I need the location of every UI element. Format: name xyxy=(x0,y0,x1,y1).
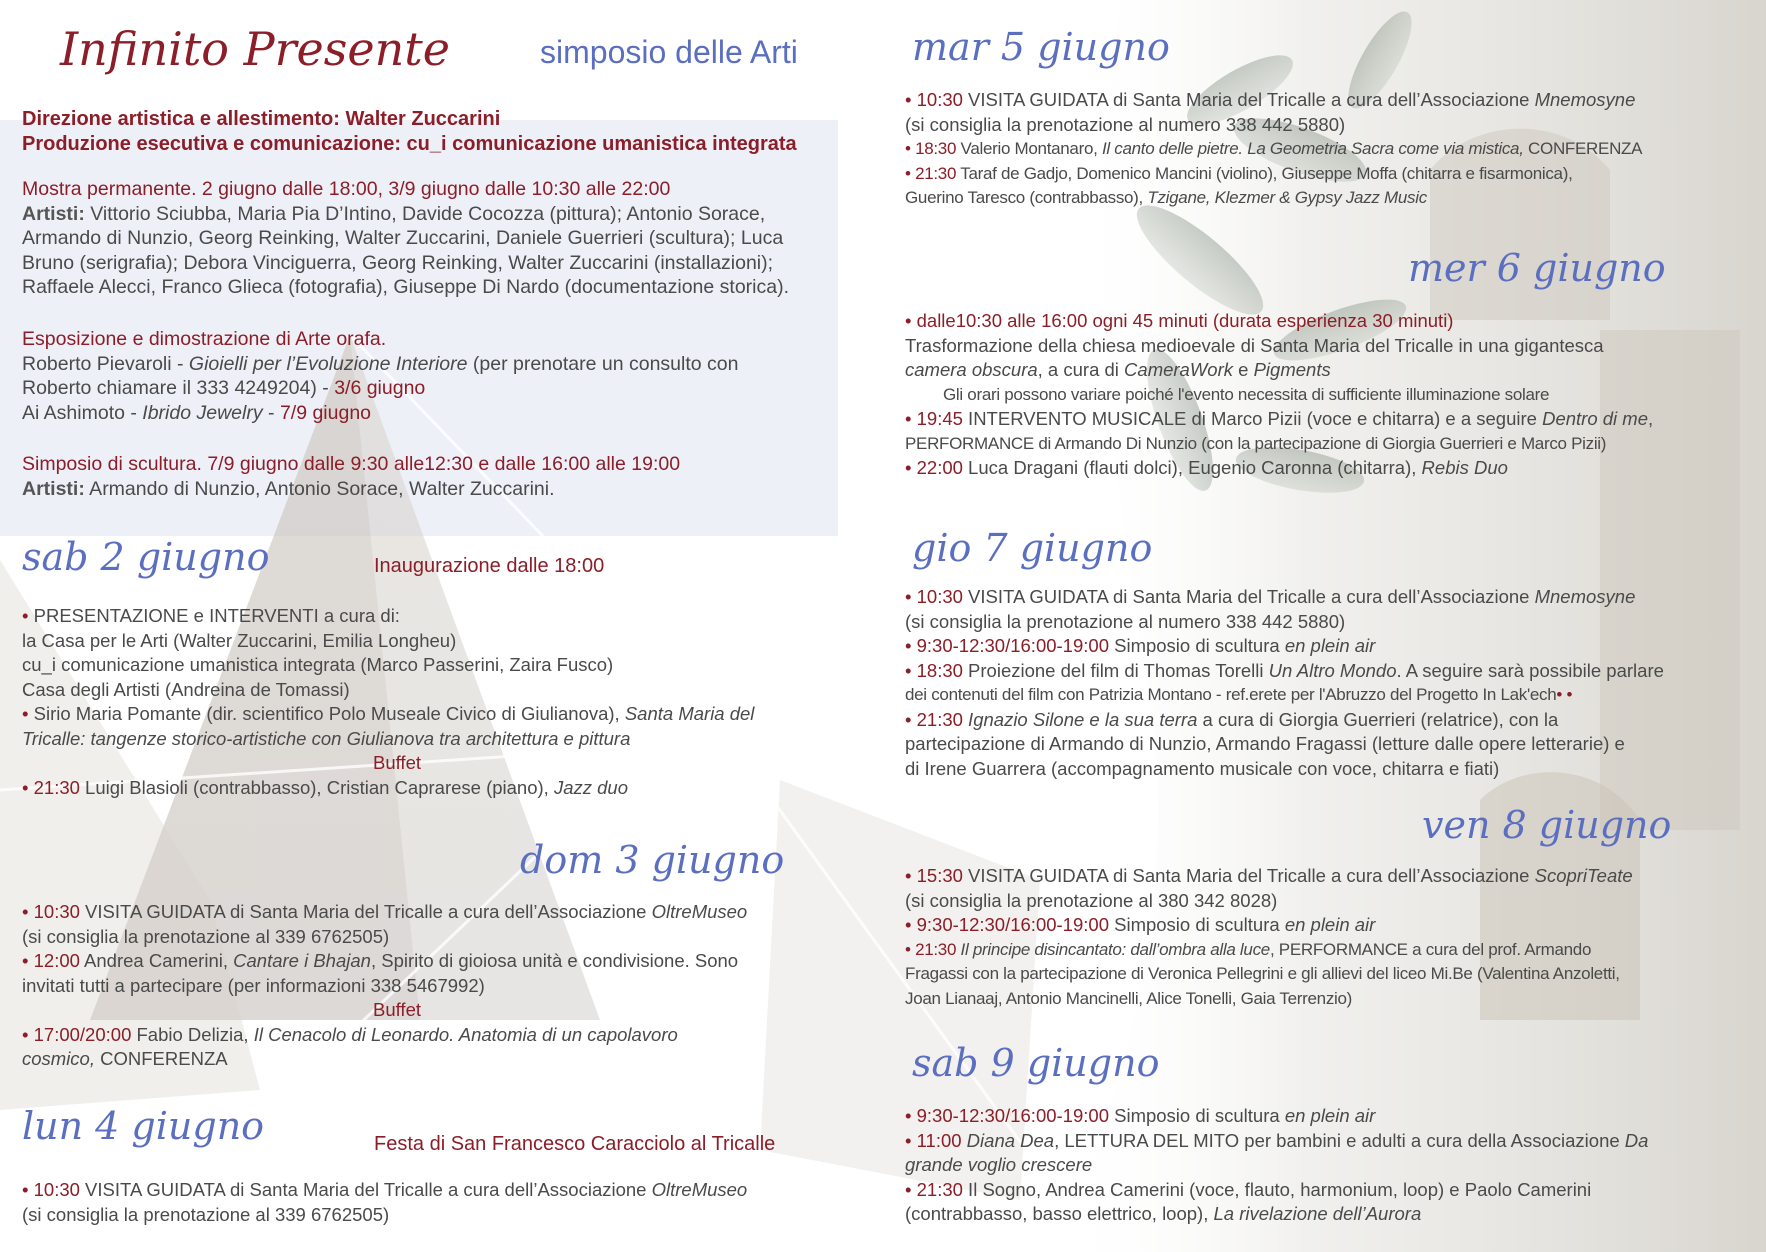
program-time: 21:30 xyxy=(911,708,963,730)
program-text: INTERVENTO MUSICALE di Marco Pizii (voce e chitarra) e a seguire xyxy=(962,408,1543,429)
program-text: di Irene Guarrera (accompagnamento musicale con voce, chitarra e fiati) xyxy=(905,757,1500,779)
day-title-gio7: gio 7 giugno xyxy=(912,526,1153,570)
program-text: Guerino Taresco (contrabbasso), xyxy=(905,188,1148,207)
orafa-text: Ai Ashimoto - xyxy=(22,401,143,424)
program-text: . A seguire sarà possibile parlare xyxy=(1396,659,1664,681)
program-title: cosmico, xyxy=(22,1048,95,1069)
bullet-icon: • xyxy=(905,635,912,656)
program-text: Il Sogno, Andrea Camerini (voce, flauto, harmonium, loop) e Paolo Camerini xyxy=(962,1178,1592,1200)
orafa-date: 7/9 giugno xyxy=(279,401,372,424)
event-subtitle: simposio delle Arti xyxy=(540,34,798,70)
program-time: 10:30 xyxy=(28,1179,80,1200)
program-text: CONFERENZA xyxy=(1523,139,1643,158)
program-title: Tzigane, Klezmer & Gypsy Jazz Music xyxy=(1147,188,1427,207)
program-text: PERFORMANCE di Armando Di Nunzio (con la partecipazione di Giorgia Guerrieri e Marco Pizii) xyxy=(905,433,1607,453)
program-text: Valerio Montanaro, xyxy=(956,139,1102,158)
program-time: 17:00/20:00 xyxy=(28,1023,132,1045)
program-time: 21:30 xyxy=(910,163,957,183)
bullet-icon: • xyxy=(905,457,912,478)
day-title-dom3: dom 3 giugno xyxy=(520,838,785,882)
bullet-icon: • xyxy=(22,605,29,626)
bullet-icon: • xyxy=(22,1023,29,1045)
program-time: 11:00 xyxy=(911,1129,962,1151)
scultura-heading: Simposio di scultura. 7/9 giugno dalle 9:30 alle12:30 e dalle 16:00 alle 19:00 xyxy=(22,453,681,475)
mostra-artists-line: Bruno (serigrafia); Debora Vinciguerra, Georg Reinking, Walter Zuccarini (installazioni); xyxy=(22,251,774,274)
program-title: Cantare i Bhajan xyxy=(233,950,371,971)
scultura-artists: Armando di Nunzio, Antonio Sorace, Walter Zuccarini. xyxy=(84,477,555,500)
day-title-ven8: ven 8 giugno xyxy=(1422,803,1672,847)
program-title: Il canto delle pietre. La Geometria Sacra come via mistica, xyxy=(1101,139,1524,158)
program-title: en plein air xyxy=(1284,1105,1376,1126)
program-text: Luca Dragani (flauti dolci), Eugenio Caronna (chitarra), xyxy=(962,457,1422,478)
program-text: Fabio Delizia, xyxy=(131,1023,254,1045)
program-title: Ignazio Silone e la sua terra xyxy=(962,708,1198,730)
program-text: VISITA GUIDATA di Santa Maria del Tricalle a cura dell’Associazione xyxy=(962,586,1535,607)
program-text: Simposio di scultura xyxy=(1108,914,1285,935)
program-time: 9:30-12:30/16:00-19:00 xyxy=(911,914,1109,935)
orafa-heading: Esposizione e dimostrazione di Arte orafa. xyxy=(22,328,387,350)
program-time: 22:00 xyxy=(911,457,963,478)
mostra-artists-line: Vittorio Sciubba, Maria Pia D’Intino, Davide Cocozza (pittura); Antonio Sorace, xyxy=(84,202,766,225)
program-title: La rivelazione dell’Aurora xyxy=(1213,1203,1422,1224)
day-title-mar5: mar 5 giugno xyxy=(912,25,1170,69)
event-title: Infinito Presente xyxy=(60,22,450,76)
mer6-program xyxy=(905,309,1653,481)
orafa-section xyxy=(22,327,738,425)
program-text: Taraf de Gadjo, Domenico Mancini (violino), Giuseppe Moffa (chitarra e fisarmonica), xyxy=(956,163,1573,183)
program-time: 12:00 xyxy=(28,950,80,971)
program-time: 15:30 xyxy=(911,865,963,886)
lun4-note: Festa di San Francesco Caracciolo al Tricalle xyxy=(374,1133,776,1155)
bullet-icon: • xyxy=(905,89,912,110)
program-text: Joan Lianaaj, Antonio Mancinelli, Alice Tonelli, Gaia Terrenzio) xyxy=(905,988,1353,1008)
program-time: 19:45 xyxy=(911,408,963,429)
bullet-icon: • xyxy=(905,139,911,158)
program-text: dei contenuti del film con Patrizia Montano - ref.erete per l'Abruzzo del Progetto In Lak'ech xyxy=(905,685,1557,704)
sab2-note: Inaugurazione dalle 18:00 xyxy=(374,555,605,577)
sab2-program xyxy=(22,604,754,800)
orafa-date: 3/6 giugno xyxy=(334,377,426,399)
program-title: Diana Dea xyxy=(961,1129,1055,1151)
bullet-icon: • xyxy=(905,865,912,886)
program-time: 10:30 xyxy=(911,89,963,110)
program-text: Luigi Blasioli (contrabbasso), Cristian Caprarese (piano), xyxy=(79,776,554,798)
program-text: Simposio di scultura xyxy=(1108,635,1285,656)
program-time: 18:30 xyxy=(910,139,957,158)
program-text: VISITA GUIDATA di Santa Maria del Tricalle a cura dell’Associazione xyxy=(962,865,1535,886)
orafa-text: - xyxy=(262,401,280,424)
program-title: ScopriTeate xyxy=(1534,865,1633,886)
program-text: cu_i comunicazione umanistica integrata (Marco Passerini, Zaira Fusco) xyxy=(22,654,614,675)
program-text: (si consiglia la prenotazione al 339 6762505) xyxy=(22,1203,390,1225)
program-text: (si consiglia la prenotazione al 339 6762505) xyxy=(22,925,390,947)
program-title: Tricalle: tangenze storico-artistiche con Giulianova tra architettura e pittura xyxy=(22,727,631,749)
bullet-icon: • xyxy=(905,939,911,959)
orafa-text: Roberto Pievaroli - xyxy=(22,352,189,375)
bullet-icon: • xyxy=(22,703,29,724)
program-time: 10:30 xyxy=(911,586,963,607)
program-title: Mnemosyne xyxy=(1534,89,1636,110)
program-text: , a cura di xyxy=(1037,359,1125,380)
program-time: dalle10:30 alle 16:00 ogni 45 minuti (durata esperienza 30 minuti) xyxy=(911,310,1454,331)
program-text: Trasformazione della chiesa medioevale di Santa Maria del Tricalle in una gigantesca xyxy=(905,334,1604,356)
mostra-artists-line: Armando di Nunzio, Georg Reinking, Walter Zuccarini, Daniele Guerrieri (scultura); Luca xyxy=(22,227,784,249)
program-text: invitati tutti a partecipare (per informazioni 338 5467992) xyxy=(22,974,485,996)
bullet-icon: • xyxy=(22,901,29,922)
program-text: Fragassi con la partecipazione di Veronica Pellegrini e gli allievi del liceo Mi.Be (Valentina Anzoletti, xyxy=(905,964,1620,983)
program-title: CameraWork xyxy=(1124,359,1234,380)
bullet-icon: • xyxy=(905,708,912,730)
program-text: partecipazione di Armando di Nunzio, Armando Fragassi (letture dalle opere letterarie) e xyxy=(905,733,1625,754)
program-title: Rebis Duo xyxy=(1421,457,1508,478)
bullet-icon: • xyxy=(22,776,29,798)
bullet-icon: • xyxy=(905,586,912,607)
program-title: Da xyxy=(1624,1129,1649,1151)
mostra-section xyxy=(22,177,789,300)
program-time: 21:30 xyxy=(910,939,957,959)
program-title: camera obscura xyxy=(905,359,1038,380)
mostra-artists-line: Raffaele Alecci, Franco Glieca (fotografia), Giuseppe Di Nardo (documentazione storica). xyxy=(22,276,790,298)
bullet-icon: • xyxy=(905,310,912,331)
program-title: en plein air xyxy=(1284,914,1376,935)
program-text: , LETTURA DEL MITO per bambini e adulti a cura della Associazione xyxy=(1054,1129,1625,1151)
program-title: OltreMuseo xyxy=(651,901,748,922)
program-time: 18:30 xyxy=(911,659,963,681)
bullet-icon: • xyxy=(905,163,911,183)
orafa-text: (per prenotare un consulto con xyxy=(467,352,739,375)
program-title: Il Cenacolo di Leonardo. Anatomia di un capolavoro xyxy=(253,1023,678,1045)
program-text: la Casa per le Arti (Walter Zuccarini, Emilia Longheu) xyxy=(22,629,457,651)
mar5-program xyxy=(905,88,1642,211)
program-text: , xyxy=(1648,408,1654,429)
program-text: , Spirito di gioiosa unità e condivisione. Sono xyxy=(370,950,739,971)
program-text: CONFERENZA xyxy=(95,1048,228,1069)
program-title: Dentro di me xyxy=(1542,408,1648,429)
orafa-text: Roberto chiamare il 333 4249204) - xyxy=(22,377,335,399)
credit-direction: Direzione artistica e allestimento: Walter Zuccarini xyxy=(22,108,501,130)
buffet-label: Buffet xyxy=(373,999,422,1020)
bullet-icon: • xyxy=(905,914,912,935)
program-title: Mnemosyne xyxy=(1534,586,1636,607)
program-title: Jazz duo xyxy=(553,776,628,798)
program-text: a cura di Giorgia Guerrieri (relatrice), con la xyxy=(1197,708,1559,730)
mostra-heading: Mostra permanente. 2 giugno dalle 18:00, 3/9 giugno dalle 10:30 alle 22:00 xyxy=(22,178,671,200)
program-title: en plein air xyxy=(1284,635,1376,656)
gio7-program xyxy=(905,585,1664,781)
credit-production: Produzione esecutiva e comunicazione: cu_i comunicazione umanistica integrata xyxy=(22,133,797,155)
program-text: VISITA GUIDATA di Santa Maria del Tricalle a cura dell’Associazione xyxy=(79,1179,652,1200)
program-text: PRESENTAZIONE e INTERVENTI a cura di: xyxy=(28,605,400,626)
program-text: Andrea Camerini, xyxy=(79,950,234,971)
program-time: 9:30-12:30/16:00-19:00 xyxy=(911,1105,1109,1126)
program-text: Casa degli Artisti (Andreina de Tomassi) xyxy=(22,678,350,700)
bullet-icon: • xyxy=(905,1105,912,1126)
program-text: (si consiglia la prenotazione al numero 338 442 5880) xyxy=(905,113,1346,135)
program-title: OltreMuseo xyxy=(651,1179,748,1200)
program-text: (si consiglia la prenotazione al 380 342 8028) xyxy=(905,889,1278,911)
bullet-icon: • • xyxy=(1556,685,1573,704)
program-time: 9:30-12:30/16:00-19:00 xyxy=(911,635,1109,656)
day-title-sab2: sab 2 giugno xyxy=(22,535,270,579)
dom3-program xyxy=(22,900,747,1072)
program-time: 10:30 xyxy=(28,901,80,922)
ven8-program xyxy=(905,864,1633,1011)
program-text: e xyxy=(1233,359,1254,380)
lun4-program xyxy=(22,1178,747,1227)
program-note: Gli orari possono variare poiché l'evento necessita di sufficiente illuminazione solare xyxy=(943,384,1550,404)
bullet-icon: • xyxy=(905,1178,912,1200)
program-text: Sirio Maria Pomante (dir. scientifico Polo Museale Civico di Giulianova), xyxy=(28,703,625,724)
program-title: Santa Maria del xyxy=(624,703,755,724)
buffet-label: Buffet xyxy=(373,752,422,773)
orafa-title: Gioielli per l’Evoluzione Interiore xyxy=(188,352,468,375)
program-text: (contrabbasso, basso elettrico, loop), xyxy=(905,1203,1214,1224)
program-title: Il principe disincantato: dall’ombra alla luce xyxy=(956,939,1270,959)
program-title: Un Altro Mondo xyxy=(1268,659,1397,681)
orafa-title: Ibrido Jewelry xyxy=(142,401,263,424)
bullet-icon: • xyxy=(905,408,912,429)
bullet-icon: • xyxy=(22,1179,29,1200)
bullet-icon: • xyxy=(905,1129,912,1151)
day-title-mer6: mer 6 giugno xyxy=(1408,246,1666,290)
bullet-icon: • xyxy=(22,950,29,971)
program-time: 21:30 xyxy=(911,1178,963,1200)
program-text: VISITA GUIDATA di Santa Maria del Tricalle a cura dell’Associazione xyxy=(79,901,652,922)
program-text: VISITA GUIDATA di Santa Maria del Tricalle a cura dell’Associazione xyxy=(962,89,1535,110)
scultura-artists-label: Artisti: xyxy=(22,477,85,500)
program-text: Proiezione del film di Thomas Torelli xyxy=(962,659,1269,681)
bullet-icon: • xyxy=(905,659,912,681)
scultura-section xyxy=(22,452,680,501)
program-text: , PERFORMANCE a cura del prof. Armando xyxy=(1269,939,1592,959)
program-text: Simposio di scultura xyxy=(1108,1105,1285,1126)
program-title: Pigments xyxy=(1253,359,1331,380)
sab9-program xyxy=(905,1104,1648,1227)
mostra-artists-label: Artisti: xyxy=(22,202,85,225)
program-title: grande voglio crescere xyxy=(905,1154,1093,1175)
program-text: (si consiglia la prenotazione al numero 338 442 5880) xyxy=(905,610,1346,632)
program-time: 21:30 xyxy=(28,776,80,798)
day-title-lun4: lun 4 giugno xyxy=(22,1104,265,1148)
day-title-sab9: sab 9 giugno xyxy=(912,1041,1160,1085)
